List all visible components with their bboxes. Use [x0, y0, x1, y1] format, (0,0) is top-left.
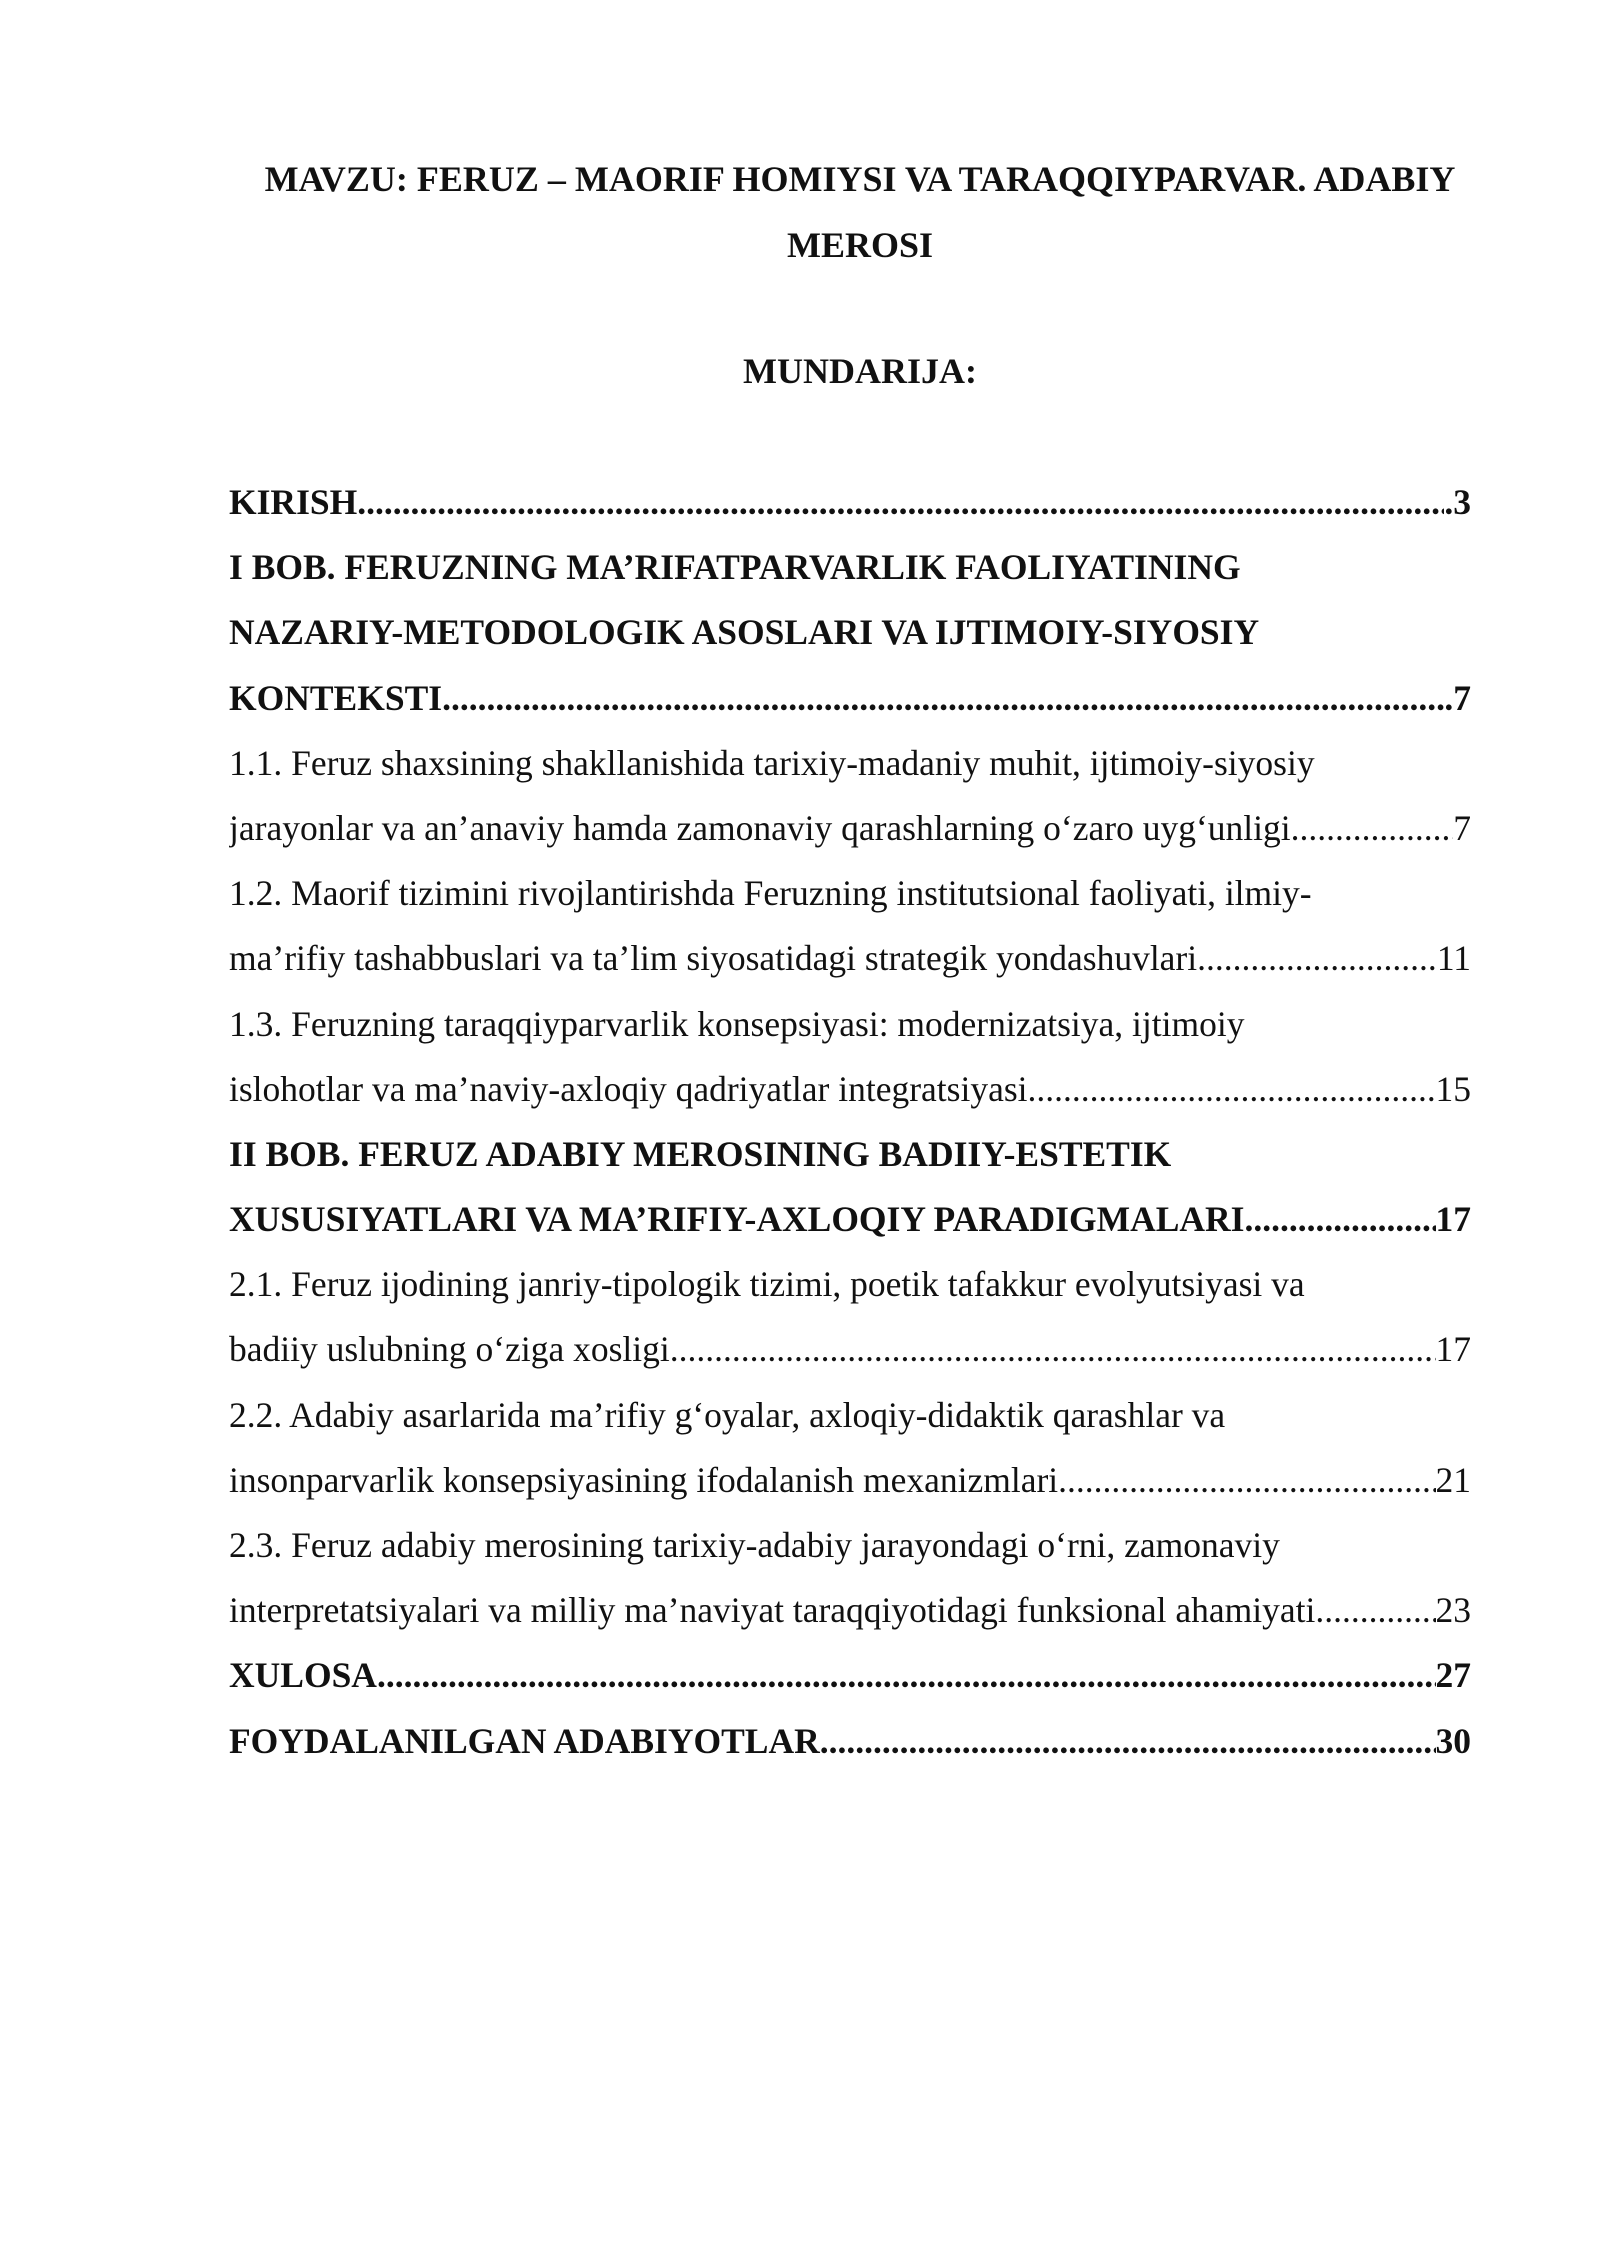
toc-entry-text: 1.1. Feruz shaxsining shakllanishida tarixiy-madaniy muhit, ijtimoiy-siyosiy	[229, 742, 1315, 783]
toc-entry-text: 2.3. Feruz adabiy merosining tarixiy-adabiy jarayondagi o‘rni, zamonaviy	[229, 1525, 1280, 1565]
toc-entry-text: II BOB. FERUZ ADABIY MEROSINING BADIIY-ESTETIK	[229, 1133, 1172, 1174]
toc-entry-2-3-line-2	[229, 1578, 1471, 1643]
toc-entry-text: XULOSA	[229, 1655, 377, 1696]
toc-page-number: .3	[1444, 482, 1471, 522]
toc-entry-2-2-line-1	[229, 1383, 1471, 1448]
toc-entry-text: NAZARIY-METODOLOGIK ASOSLARI VA IJTIMOIY-SIYOSIY	[229, 612, 1260, 653]
toc-entry-1-1-line-2	[229, 796, 1471, 861]
toc-entry-1-3-line-2	[229, 1057, 1471, 1122]
toc-entry-text: 2.2. Adabiy asarlarida ma’rifiy g‘oyalar, axloqiy-didaktik qarashlar va	[229, 1394, 1226, 1435]
toc-entry-text: 2.1. Feruz ijodining janriy-tipologik tizimi, poetik tafakkur evolyutsiyasi va	[229, 1264, 1305, 1305]
toc-page-number: 15	[1435, 1068, 1471, 1109]
toc-entry-text: KONTEKSTI	[229, 677, 443, 718]
toc-leader-dots	[1028, 1057, 1436, 1122]
toc-entry-text: insonparvarlik konsepsiyasining ifodalanish mexanizmlari	[229, 1459, 1059, 1500]
toc-entry-bob1-line-3	[229, 666, 1471, 731]
document-title-line-2: MEROSI	[786, 225, 934, 265]
toc-entry-text: badiiy uslubning o‘ziga xosligi	[229, 1329, 670, 1370]
toc-heading: MUNDARIJA:	[743, 351, 977, 391]
document-title-line-1: MAVZU: FERUZ – MAORIF HOMIYSI VA TARAQQIYPARVAR. ADABIY	[264, 159, 1456, 199]
toc-entry-2-3-line-1	[229, 1513, 1471, 1578]
toc-entry-text: 1.2. Maorif tizimini rivojlantirishda Feruzning institutsional faoliyati, ilmiy-	[229, 873, 1312, 914]
toc-entry-1-2-line-2	[229, 926, 1471, 991]
toc-leader-dots	[1197, 926, 1437, 991]
toc-page-number: 21	[1435, 1459, 1471, 1500]
toc-page-number: 23	[1435, 1590, 1471, 1631]
toc-leader-dots	[1315, 1578, 1435, 1643]
toc-entry-bob2-line-2	[229, 1187, 1471, 1252]
toc-entry-bob1-line-2	[229, 600, 1471, 665]
table-of-contents	[229, 470, 1471, 1774]
toc-entry-text: XUSUSIYATLARI VA MA’RIFIY-AXLOQIY PARADIGMALARI	[229, 1199, 1245, 1240]
toc-leader-dots	[670, 1317, 1436, 1382]
toc-entry-text: ma’rifiy tashabbuslari va ta’lim siyosatidagi strategik yondashuvlari	[229, 938, 1198, 979]
toc-entry-text: interpretatsiyalari va milliy ma’naviyat taraqqiyotidagi funksional ahamiyati	[229, 1590, 1316, 1631]
toc-leader-dots	[357, 470, 1444, 535]
toc-page-number: 11	[1436, 938, 1471, 979]
toc-entry-text: jarayonlar va an’anaviy hamda zamonaviy qarashlarning o‘zaro uyg‘unligi	[229, 807, 1291, 848]
toc-entry-kirish	[229, 470, 1471, 535]
toc-entry-bob2-line-1	[229, 1122, 1471, 1187]
toc-entry-2-2-line-2	[229, 1448, 1471, 1513]
toc-page-number: 17	[1435, 1199, 1471, 1240]
toc-page-number: 27	[1435, 1655, 1471, 1696]
toc-leader-dots	[442, 666, 1444, 731]
toc-entry-text: KIRISH	[229, 482, 358, 522]
toc-page-number: 7	[1453, 807, 1471, 848]
toc-leader-dots	[820, 1709, 1436, 1774]
toc-entry-2-1-line-1	[229, 1252, 1471, 1317]
toc-leader-dots	[1291, 796, 1454, 861]
toc-page-number: 30	[1435, 1720, 1471, 1761]
toc-entry-1-3-line-1	[229, 992, 1471, 1057]
toc-leader-dots	[377, 1643, 1436, 1708]
toc-entry-1-1-line-1	[229, 731, 1471, 796]
toc-entry-text: FOYDALANILGAN ADABIYOTLAR	[229, 1720, 820, 1761]
toc-entry-text: 1.3. Feruzning taraqqiyparvarlik konsepsiyasi: modernizatsiya, ijtimoiy	[229, 1003, 1245, 1044]
toc-entry-bob1-line-1	[229, 535, 1471, 600]
toc-entry-adabiyotlar	[229, 1709, 1471, 1774]
toc-entry-2-1-line-2	[229, 1317, 1471, 1382]
toc-page-number: .7	[1444, 677, 1471, 718]
toc-entry-1-2-line-1	[229, 861, 1471, 926]
toc-leader-dots	[1245, 1187, 1436, 1252]
toc-leader-dots	[1058, 1448, 1435, 1513]
toc-entry-text: islohotlar va ma’naviy-axloqiy qadriyatlar integratsiyasi	[229, 1068, 1028, 1109]
document-title	[220, 146, 1500, 278]
toc-page-number: 17	[1435, 1329, 1471, 1370]
toc-entry-xulosa	[229, 1643, 1471, 1708]
toc-entry-text: I BOB. FERUZNING MA’RIFATPARVARLIK FAOLIYATINING	[229, 547, 1241, 588]
